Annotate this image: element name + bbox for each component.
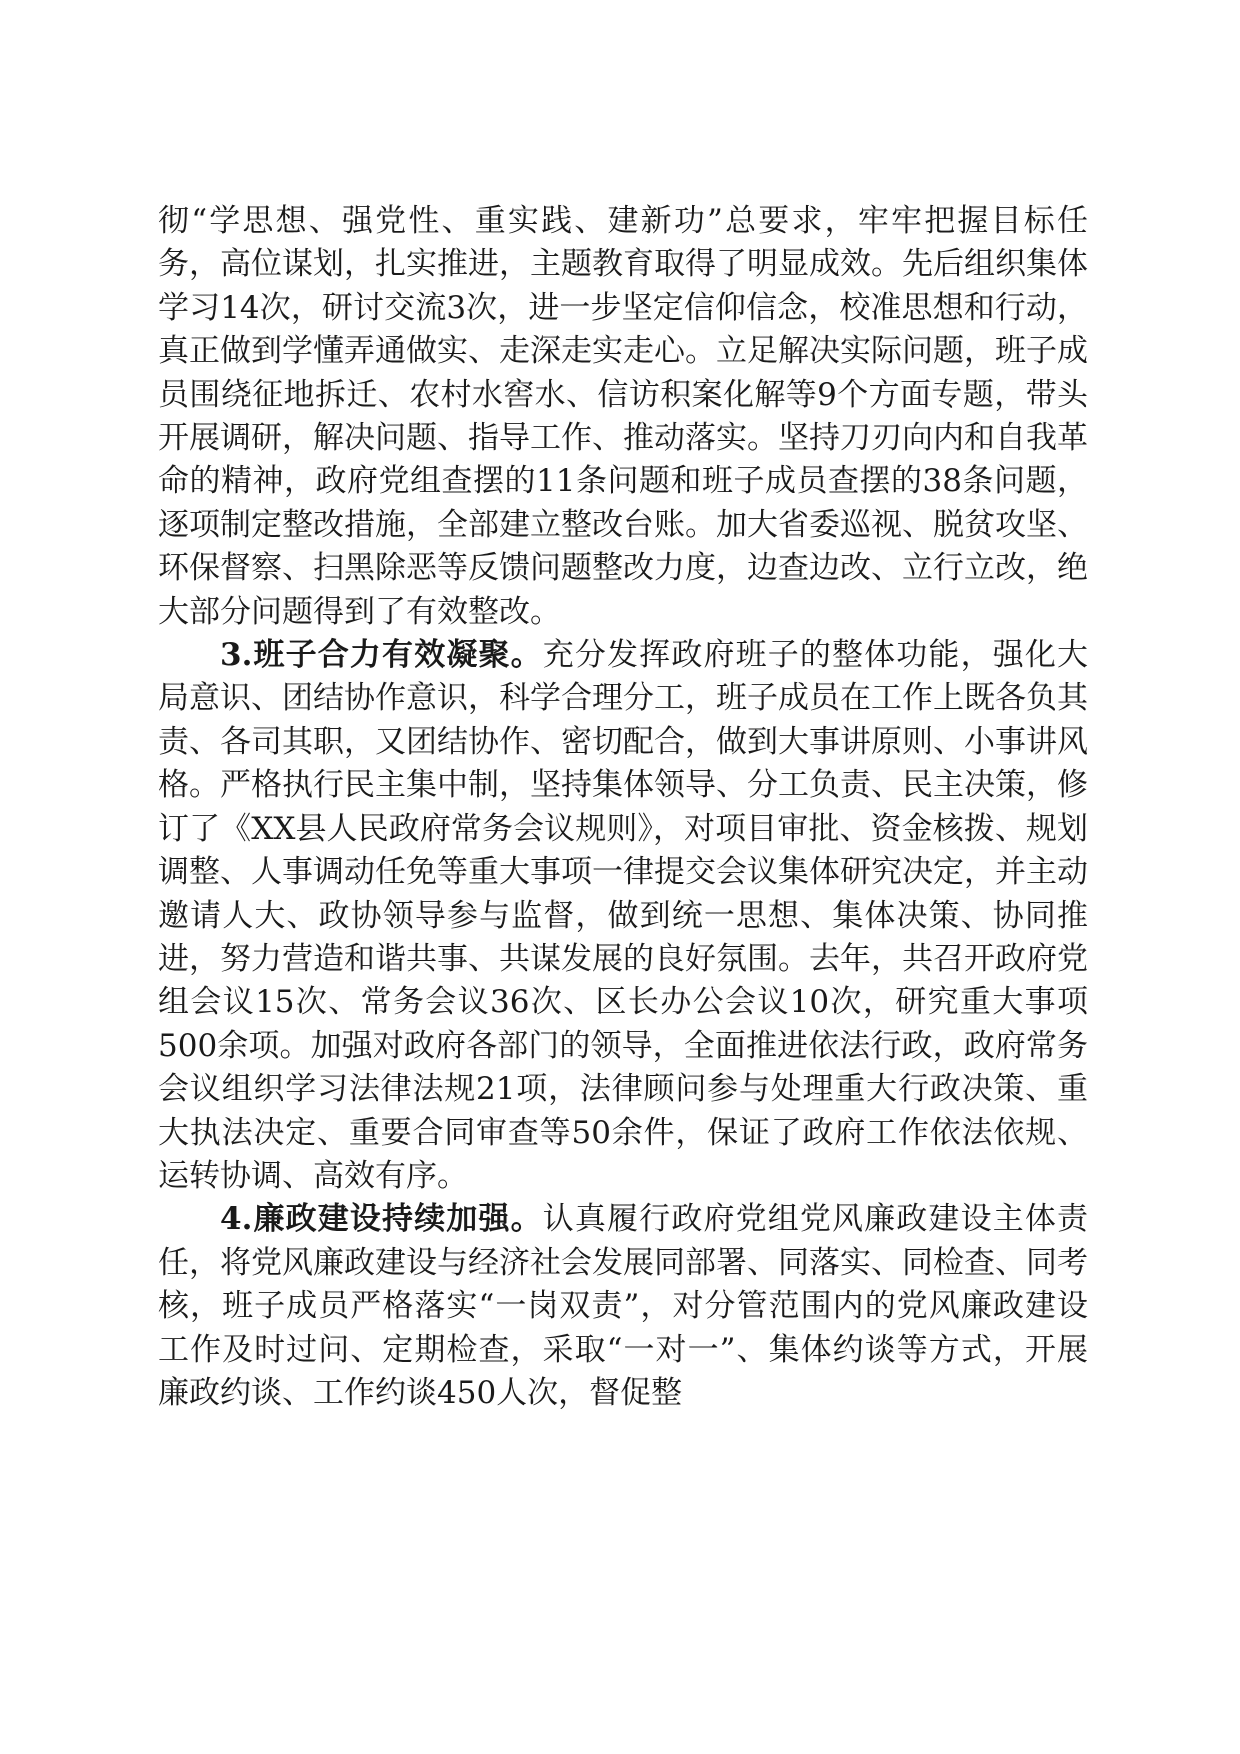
section-heading: 3.班子合力有效凝聚。 xyxy=(220,637,543,674)
paragraph-team-cohesion xyxy=(158,634,1088,1198)
section-heading: 4.廉政建设持续加强。 xyxy=(220,1201,543,1238)
document-body xyxy=(158,200,1088,1415)
paragraph-body: 充分发挥政府班子的整体功能，强化大局意识、团结协作意识，科学合理分工，班子成员在工作上既各负其责、各司其职，又团结协作、密切配合，做到大事讲原则、小事讲风格。严格执行民主集中制，坚持集体领导、分工负责、民主决策，修订了《XX县人民政府常务会议规则》，对项目审批、资金核拨、规划调整、人事调动任免等重大事项一律提交会议集体研究决定，并主动邀请人大、政协领导参与监督，做到统一思想、集体决策、协同推进，努力营造和谐共事、共谋发展的良好氛围。去年，共召开政府党组会议15次、常务会议36次、区长办公会议10次，研究重大事项500余项。加强对政府各部门的领导，全面推进依法行政，政府常务会议组织学习法律法规21项，法律顾问参与处理重大行政决策、重大执法决定、重要合同审查等50余件，保证了政府工作依法依规、运转协调、高效有序。 xyxy=(158,637,1088,1194)
paragraph-body: 认真履行政府党组党风廉政建设主体责任，将党风廉政建设与经济社会发展同部署、同落实、同检查、同考核，班子成员严格落实“一岗双责”，对分管范围内的党风廉政建设工作及时过问、定期检查，采取“一对一”、集体约谈等方式，开展廉政约谈、工作约谈450人次，督促整 xyxy=(158,1201,1088,1411)
paragraph-continuation xyxy=(158,200,1088,634)
paragraph-integrity-building xyxy=(158,1198,1088,1415)
paragraph-body: 彻“学思想、强党性、重实践、建新功”总要求，牢牢把握目标任务，高位谋划，扎实推进，主题教育取得了明显成效。先后组织集体学习14次，研讨交流3次，进一步坚定信仰信念，校准思想和行动，真正做到学懂弄通做实、走深走实走心。立足解决实际问题，班子成员围绕征地拆迁、农村水窖水、信访积案化解等9个方面专题，带头开展调研，解决问题、指导工作、推动落实。坚持刀刃向内和自我革命的精神，政府党组查摆的11条问题和班子成员查摆的38条问题，逐项制定整改措施，全部建立整改台账。加大省委巡视、脱贫攻坚、环保督察、扫黑除恶等反馈问题整改力度，边查边改、立行立改，绝大部分问题得到了有效整改。 xyxy=(158,203,1088,630)
